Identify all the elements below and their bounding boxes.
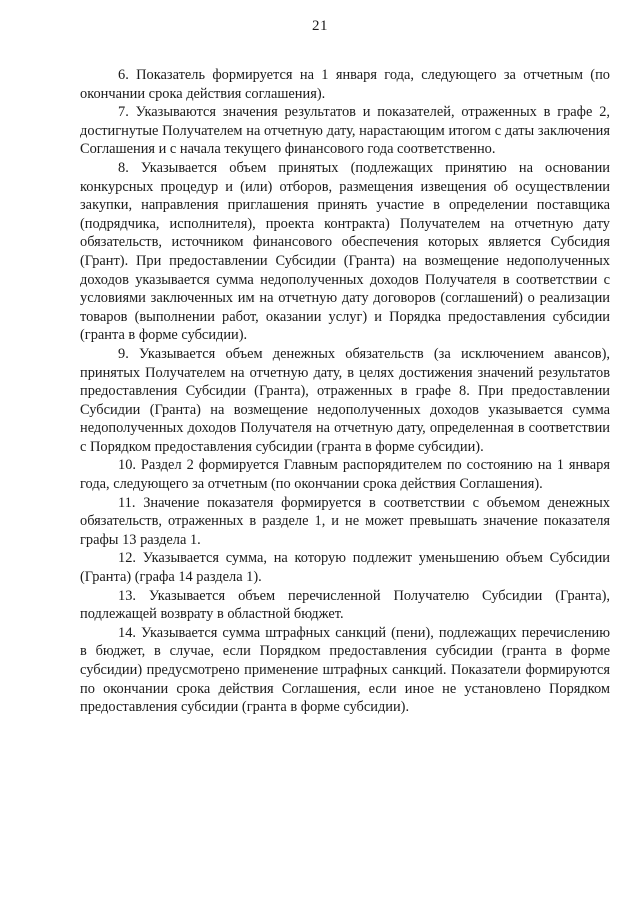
paragraph-13: 13. Указывается объем перечисленной Получателю Субсидии (Гранта), подлежащей возврату в областной бюджет. [80,587,610,623]
paragraph-14: 14. Указывается сумма штрафных санкций (пени), подлежащих перечислению в бюджет, в случае, если Порядком предоставления субсидии (гранта в форме субсидии) предусмотрено применение штрафных санкций. Показатели формируются по окончании срока действия Соглашения, если иное не установлено Порядком предоставления субсидии (гранта в форме субсидии). [80,624,610,716]
paragraph-8: 8. Указывается объем принятых (подлежащих принятию на основании конкурсных процедур и (или) отборов, размещения извещения об осуществлении закупки, направления приглашения принять участие в определении поставщика (подрядчика, исполнителя), проекта контракта) Получателем на отчетную дату обязательств, источником финансового обеспечения которых является Субсидия (Грант). При предоставлении Субсидии (Гранта) на возмещение недополученных доходов указывается сумма недополученных доходов Получателя в соответствии с условиями заключенных им на отчетную дату договоров (соглашений) о реализации товаров (выполнении работ, оказании услуг) и Порядка предоставления субсидии (гранта в форме субсидии). [80,159,610,344]
paragraph-7: 7. Указываются значения результатов и показателей, отраженных в графе 2, достигнутые Получателем на отчетную дату, нарастающим итогом с даты заключения Соглашения и с начала текущего финансового года соответственно. [80,104,610,158]
paragraph-12: 12. Указывается сумма, на которую подлежит уменьшению объем Субсидии (Гранта) (графа 14 раздела 1). [80,550,610,586]
page-number: 21 [312,18,328,34]
paragraph-11: 11. Значение показателя формируется в соответствии с объемом денежных обязательств, отраженных в разделе 1, и не может превышать значение показателя графы 13 раздела 1. [80,494,610,548]
paragraph-6: 6. Показатель формируется на 1 января года, следующего за отчетным (по окончании срока действия соглашения). [80,67,610,102]
paragraph-9: 9. Указывается объем денежных обязательств (за исключением авансов), принятых Получателем на отчетную дату, в целях достижения значений результатов предоставления Субсидии (Гранта), отраженных в графе 8. При предоставлении Субсидии (Гранта) на возмещение недополученных доходов указывается сумма недополученных доходов Получателя на отчетную дату, определенная в соответствии с Порядком предоставления субсидии (гранта в форме субсидии). [80,345,610,455]
paragraph-10: 10. Раздел 2 формируется Главным распорядителем по состоянию на 1 января года, следующего за отчетным (по окончании срока действия Соглашения). [80,457,610,493]
document-body [80,66,610,717]
